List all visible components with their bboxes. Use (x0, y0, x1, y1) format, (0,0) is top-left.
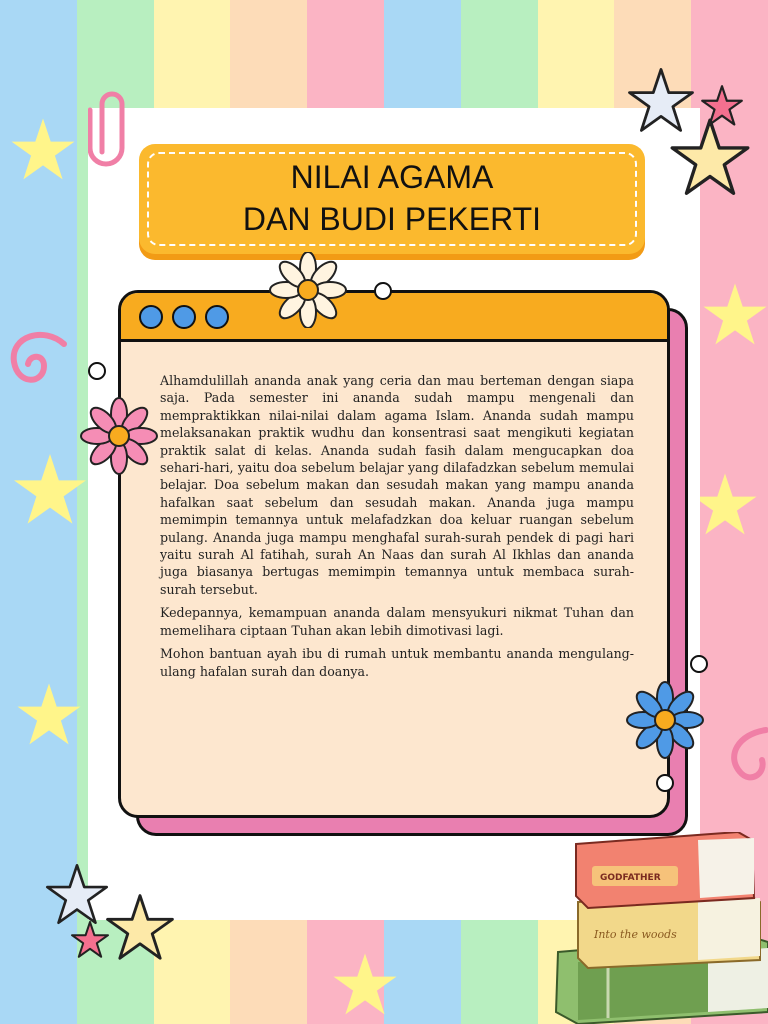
paragraph-1: Alhamdulillah ananda anak yang ceria dan mau berteman dengan siapa saja. Pada semester ini ananda sudah mampu mengenali dan mempraktikkan nilai-nilai dalam agama Islam. Ananda sudah mampu melaksanakan praktik wudhu dan konsentrasi saat mengikuti kegiatan praktik salat di kelas. Ananda sudah fasih dalam mengucapkan doa sehari-hari, yaitu doa sebelum belajar yang dilafadzkan sebelum memulai belajar. Doa sebelum makan dan sesudah makan yang mampu ananda hafalkan saat sebelum dan sesudah makan. Ananda juga mampu memimpin temannya untuk melafadzkan doa keluar ruangan sebelum pulang. Ananda juga mampu menghafal surah-surah pendek di pagi hari yaitu surah Al fatihah, surah An Naas dan surah Al Ikhlas dan ananda juga biasanya bertugas memimpin temannya untuk membaca surah-surah tersebut. (160, 373, 634, 597)
star-icon (668, 116, 752, 200)
book-title-middle: Into the woods (594, 928, 677, 941)
window-dot-icon (172, 305, 196, 329)
circle-decoration (690, 655, 708, 673)
paperclip-icon (88, 82, 136, 168)
circle-decoration (88, 362, 106, 380)
star-icon (690, 470, 760, 540)
paragraph-3: Mohon bantuan ayah ibu di rumah untuk membantu ananda mengulang-ulang hafalan surah dan doanya. (160, 646, 634, 679)
star-icon (14, 680, 84, 750)
star-icon (8, 115, 78, 185)
window-dot-icon (139, 305, 163, 329)
paragraph-2: Kedepannya, kemampuan ananda dalam mensyukuri nikmat Tuhan dan memelihara ciptaan Tuhan akan lebih dimotivasi lagi. (160, 605, 634, 638)
page-title (139, 156, 645, 240)
flower-icon (258, 252, 358, 328)
swirl-icon (722, 720, 768, 810)
title-banner (139, 144, 645, 254)
title-line-1: NILAI AGAMA (290, 159, 494, 195)
title-line-2: DAN BUDI PEKERTI (242, 201, 542, 237)
star-icon (700, 280, 768, 350)
circle-decoration (374, 282, 392, 300)
swirl-icon (4, 326, 74, 396)
flower-icon (72, 392, 166, 480)
window-title-bar (121, 293, 667, 342)
book-stack-icon (548, 832, 768, 1024)
circle-decoration (656, 774, 674, 792)
star-icon (104, 892, 176, 964)
star-icon (330, 950, 400, 1020)
window-dot-icon (205, 305, 229, 329)
flower-icon (618, 676, 712, 764)
book-title-top: GODFATHER (600, 873, 661, 883)
report-body (160, 372, 634, 686)
star-icon (44, 862, 110, 928)
